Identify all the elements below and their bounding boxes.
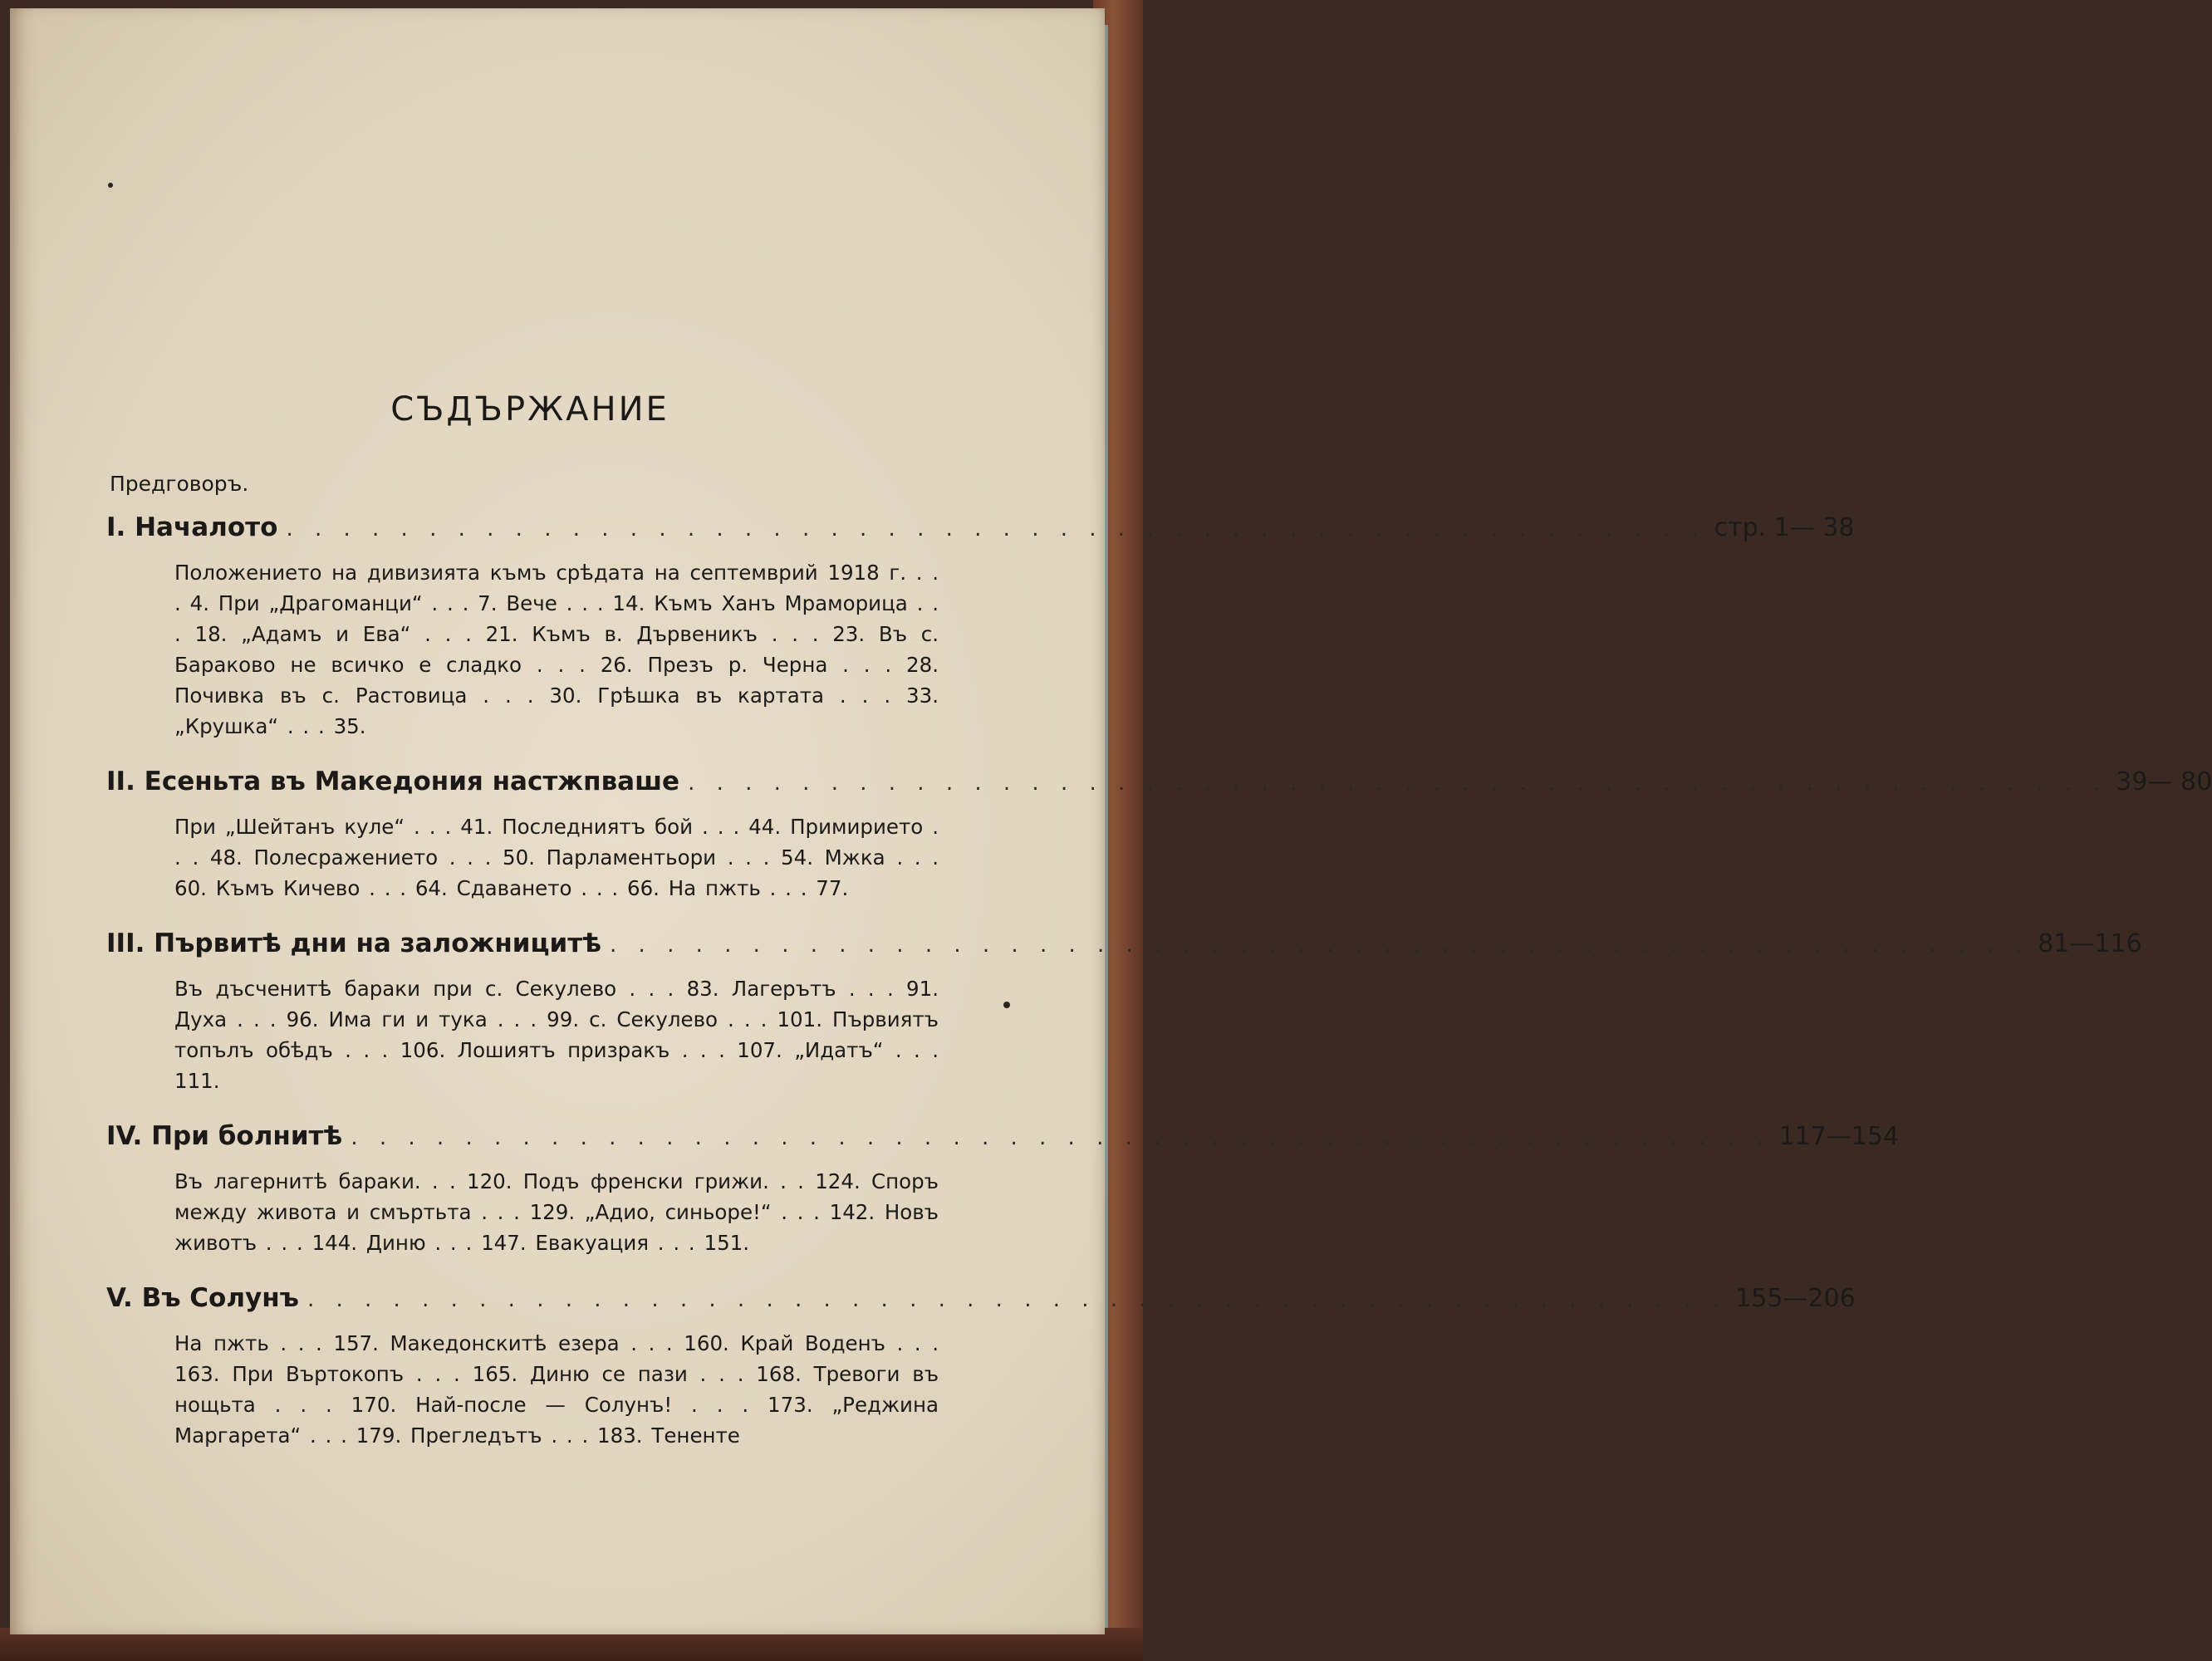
chapter-heading: [106, 765, 2212, 800]
chapter-heading: [106, 1281, 1856, 1316]
chapter-summary: Положението на дивизията къмъ срѣдата на септемврий 1918 г. . . . 4. При „Драгоманци“ . . . 7. Вече . . . 14. Къмъ Ханъ Мраморица . . . 18. „Адамъ и Ева“ . . . 21. Къмъ в. Дървеникъ . . . 23. Въ с. Бараково не всичко е сладко . . . 26. Презъ р. Черна . . . 28. Почивка въ с. Растовица . . . 30. Грѣшка въ картата . . . 33. „Крушка“ . . . 35.: [174, 561, 939, 738]
chapter-pages: 81—116: [2038, 929, 2142, 958]
chapter-pages: 39— 80: [2116, 767, 2212, 796]
chapter-heading: [106, 1120, 1900, 1154]
leader-dots: . . . . . . . . . . . . . . . . . . . . . . . . . . . . . . . . . . . . . . . . . . . . . . . . . .: [688, 771, 2108, 796]
chapter-title: IV. При болнитѣ: [106, 1121, 343, 1151]
chapter-summary: При „Шейтанъ куле“ . . . 41. Последниятъ бой . . . 44. Примирието . . . 48. Полесражението . . . 50. Парламентьори . . . 54. Мжка . . . 60. Къмъ Кичево . . . 64. Сдаването . . . 66. На пжть . . . 77.: [174, 815, 939, 900]
chapter-pages: 155—206: [1735, 1284, 1856, 1313]
table-of-contents: [106, 390, 2212, 1474]
leader-dots: . . . . . . . . . . . . . . . . . . . . . . . . . . . . . . . . . . . . . . . . . . . . . . . . . .: [286, 517, 1706, 541]
toc-chapter: [106, 765, 2212, 904]
chapter-summary: Въ дъсченитѣ бараки при с. Секулево . . . 83. Лагерътъ . . . 91. Духа . . . 96. Има ги и тука . . . 99. с. Секулево . . . 101. Първиятъ топълъ обѣдъ . . . 106. Лошиятъ призракъ . . . 107. „Идатъ“ . . . 111.: [174, 977, 939, 1093]
toc-preface: Предговоръ.: [110, 472, 249, 496]
chapter-pages: стр. 1— 38: [1714, 513, 1855, 542]
leader-dots: . . . . . . . . . . . . . . . . . . . . . . . . . . . . . . . . . . . . . . . . . . . . . . . . . .: [610, 933, 2030, 958]
chapter-summary: Въ лагернитѣ бараки. . . 120. Подъ френски грижи. . . 124. Споръ между живота и смъртьта . . . 129. „Адио, синьоре!“ . . . 142. Новъ животъ . . . 144. Диню . . . 147. Евакуация . . . 151.: [174, 1169, 939, 1255]
ink-speck: [1003, 1002, 1010, 1008]
toc-chapter: [106, 1120, 1900, 1258]
chapter-title: I. Началото: [106, 512, 278, 542]
toc-chapter: [106, 1281, 1856, 1451]
leader-dots: . . . . . . . . . . . . . . . . . . . . . . . . . . . . . . . . . . . . . . . . . . . . . . . . . .: [307, 1287, 1728, 1312]
chapter-title: V. Въ Солунъ: [106, 1283, 299, 1313]
toc-chapter: [106, 511, 1855, 742]
ink-speck: [108, 183, 113, 188]
toc-title: СЪДЪРЖАНИЕ: [390, 390, 669, 429]
chapter-title: III. Първитѣ дни на заложницитѣ: [106, 928, 602, 958]
leader-dots: . . . . . . . . . . . . . . . . . . . . . . . . . . . . . . . . . . . . . . . . . . . . . . . . . .: [351, 1125, 1771, 1150]
chapter-heading: [106, 511, 1855, 546]
chapter-pages: 117—154: [1778, 1122, 1900, 1151]
chapter-title: II. Есеньта въ Македония настжпваше: [106, 767, 680, 796]
toc-chapter: [106, 927, 2142, 1096]
chapter-heading: [106, 927, 2142, 962]
chapter-summary: На пжть . . . 157. Македонскитѣ езера . . . 160. Край Воденъ . . . 163. При Въртокопъ . . . 165. Диню се пази . . . 168. Тревоги въ нощьта . . . 170. Най-после — Солунъ! . . . 173. „Реджина Маргарета“ . . . 179. Прегледътъ . . . 183. Тененте: [174, 1331, 939, 1448]
